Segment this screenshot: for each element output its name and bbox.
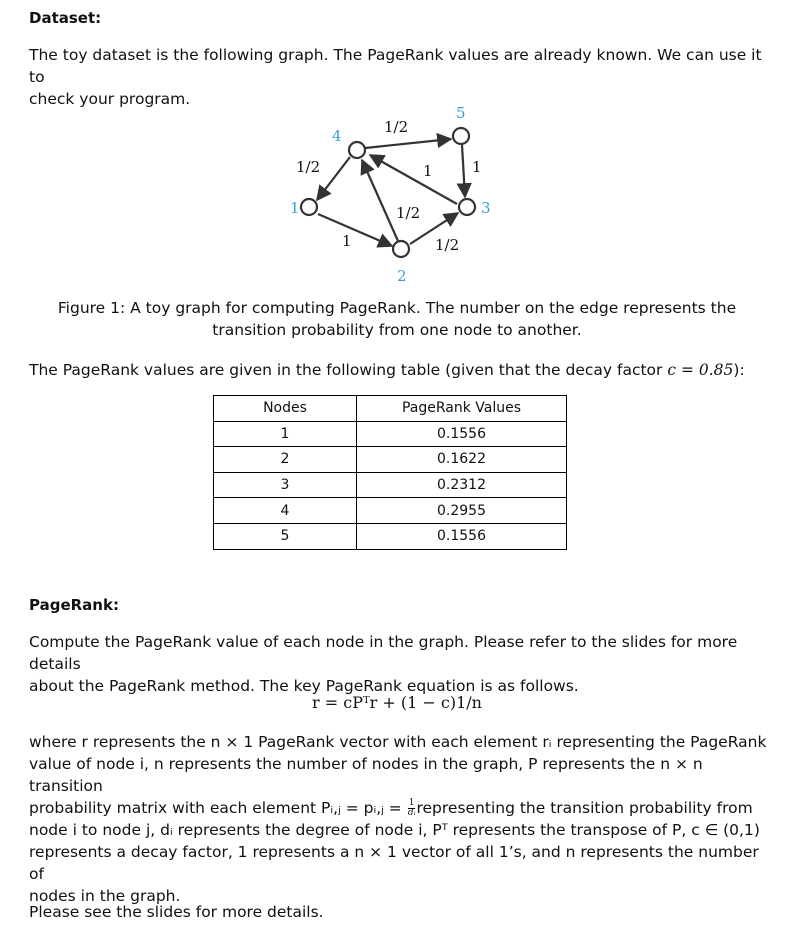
figure-caption-line1: Figure 1: A toy graph for computing PageRank. The number on the edge represents the bbox=[57, 299, 737, 317]
dataset-intro-line2: check your program. bbox=[29, 90, 191, 108]
edge-3-to-4-label: 1 bbox=[423, 162, 433, 180]
edge-4-to-5 bbox=[365, 139, 451, 148]
node-3 bbox=[459, 199, 475, 215]
table-header-nodes: Nodes bbox=[214, 396, 357, 422]
explanation-line bbox=[29, 797, 769, 819]
edge-4-to-1-label: 1/2 bbox=[296, 158, 321, 176]
explanation-line: nodes in the graph. bbox=[29, 887, 181, 905]
table-cell-node: 3 bbox=[214, 472, 357, 498]
edge-1-to-2-label: 1 bbox=[342, 232, 352, 250]
pagerank-equation-text: r = cPᵀr + (1 − c)1/n bbox=[312, 693, 482, 712]
explanation-line: where r represents the n × 1 PageRank vector with each element rᵢ representing the PageRank bbox=[29, 733, 767, 751]
table-cell-node: 5 bbox=[214, 523, 357, 549]
pagerank-intro-line2: about the PageRank method. The key PageRank equation is as follows. bbox=[29, 677, 579, 695]
node-5 bbox=[453, 128, 469, 144]
table-cell-value: 0.1556 bbox=[357, 523, 567, 549]
figure-caption-line2: transition probability from one node to another. bbox=[212, 321, 582, 339]
fraction bbox=[408, 799, 416, 818]
fraction-numerator: 1 bbox=[408, 798, 415, 808]
edge-2-to-4-label: 1/2 bbox=[396, 204, 421, 222]
pagerank-intro bbox=[29, 631, 769, 697]
table-cell-node: 4 bbox=[214, 498, 357, 524]
node-4-label: 4 bbox=[332, 127, 342, 145]
table-cell-value: 0.2312 bbox=[357, 472, 567, 498]
table-cell-value: 0.2955 bbox=[357, 498, 567, 524]
node-3-label: 3 bbox=[481, 199, 491, 217]
pagerank-footer: Please see the slides for more details. bbox=[29, 903, 324, 921]
table-row bbox=[214, 472, 567, 498]
node-2 bbox=[393, 241, 409, 257]
edge-2-to-4 bbox=[362, 160, 398, 241]
edge-4-to-5-label: 1/2 bbox=[384, 118, 409, 136]
edge-5-to-3-label: 1 bbox=[472, 158, 482, 176]
pagerank-explanation bbox=[29, 731, 769, 907]
values-intro-suffix: ): bbox=[733, 361, 745, 379]
explanation-line3-start: probability matrix with each element Pᵢ,ⱼ = pᵢ,ⱼ = bbox=[29, 799, 407, 817]
explanation-line3-end: representing the transition probability from bbox=[416, 799, 753, 817]
table-cell-value: 0.1556 bbox=[357, 421, 567, 447]
pagerank-intro-line1: Compute the PageRank value of each node in the graph. Please refer to the slides for more details bbox=[29, 633, 738, 673]
dataset-heading: Dataset: bbox=[29, 9, 102, 27]
pagerank-heading: PageRank: bbox=[29, 596, 119, 614]
toy-graph-figure bbox=[0, 95, 794, 290]
edge-3-to-4 bbox=[370, 155, 457, 204]
pagerank-table bbox=[213, 395, 567, 550]
table-cell-node: 1 bbox=[214, 421, 357, 447]
figure-caption bbox=[0, 297, 794, 341]
pagerank-equation bbox=[0, 693, 794, 712]
decay-factor-math: c = 0.85 bbox=[667, 361, 734, 379]
table-row bbox=[214, 498, 567, 524]
explanation-line: value of node i, n represents the number of nodes in the graph, P represents the n × n transition bbox=[29, 755, 703, 795]
node-1-label: 1 bbox=[290, 199, 300, 217]
edge-4-to-1 bbox=[317, 157, 350, 200]
values-intro bbox=[29, 359, 769, 381]
node-5-label: 5 bbox=[456, 104, 466, 122]
explanation-line: represents a decay factor, 1 represents a n × 1 vector of all 1’s, and n represents the number of bbox=[29, 843, 759, 883]
node-2-label: 2 bbox=[397, 267, 407, 285]
dataset-intro-line1: The toy dataset is the following graph. The PageRank values are already known. We can use it to bbox=[29, 46, 762, 86]
table-header-row bbox=[214, 396, 567, 422]
explanation-line: node i to node j, dᵢ represents the degree of node i, Pᵀ represents the transpose of P, c ∈ (0,1) bbox=[29, 821, 760, 839]
table-row bbox=[214, 523, 567, 549]
table-cell-node: 2 bbox=[214, 447, 357, 473]
table-cell-value: 0.1622 bbox=[357, 447, 567, 473]
fraction-denominator: dᵢ bbox=[407, 808, 416, 818]
values-intro-text: The PageRank values are given in the following table (given that the decay factor bbox=[29, 361, 668, 379]
table-row bbox=[214, 421, 567, 447]
node-1 bbox=[301, 199, 317, 215]
node-4 bbox=[349, 142, 365, 158]
table-header-values: PageRank Values bbox=[357, 396, 567, 422]
edge-2-to-3-label: 1/2 bbox=[435, 236, 460, 254]
table-row bbox=[214, 447, 567, 473]
edge-5-to-3 bbox=[462, 145, 465, 197]
edge-1-to-2 bbox=[318, 214, 392, 246]
